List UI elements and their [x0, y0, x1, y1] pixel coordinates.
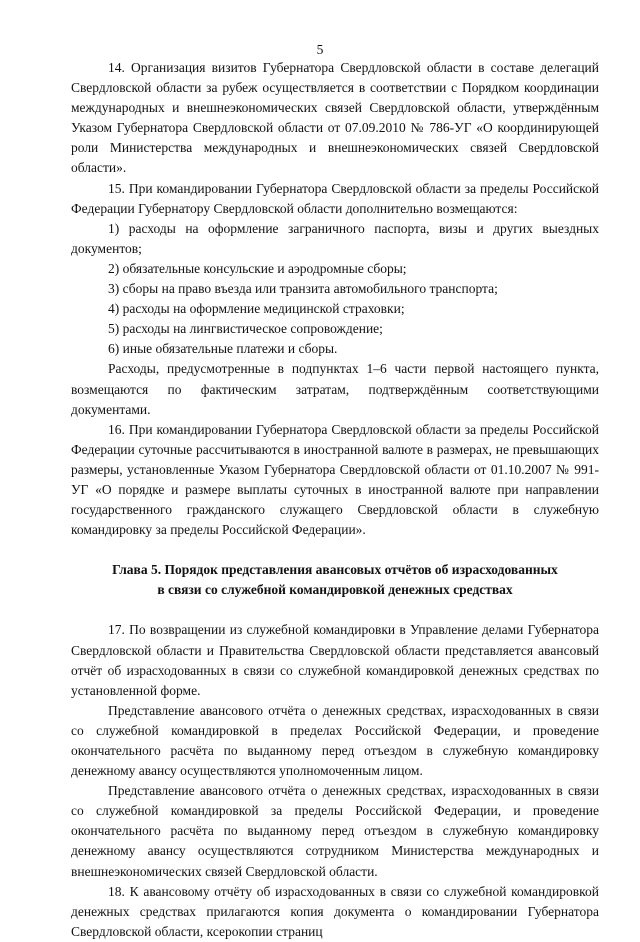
chapter-title-line2: в связи со служебной командировкой денежных средствах: [157, 582, 513, 598]
paragraph-advance-domestic: Представление авансового отчёта о денежных средствах, израсходованных в связи со служебной командировкой в пределах Российской Федерации, и проведение окончательного расчёта по выданному перед отъездом в служебную командировку денежному авансу осуществляются уполномоченным лицом.: [71, 702, 599, 779]
list-item: 1) расходы на оформление заграничного паспорта, визы и других выездных документов;: [71, 220, 599, 256]
paragraph-14: 14. Организация визитов Губернатора Свердловской области в составе делегаций Свердловской области за рубеж осуществляется в соответствии с Порядком координации международных и внешнеэкономических связей Свердловской области, утверждённым Указом Губернатора Свердловской области от 07.09.2010 № 786-УГ «О координирующей роли Министерства международных и внешнеэкономических связей Свердловской области».: [71, 60, 599, 176]
page-number: 5: [316, 42, 324, 57]
list-item: 6) иные обязательные платежи и сборы.: [108, 341, 338, 357]
chapter-title: [71, 560, 599, 600]
paragraph-15: 15. При командировании Губернатора Свердловской области за пределы Российской Федерации Губернатору Свердловской области дополнительно возмещаются:: [71, 180, 599, 216]
paragraph-16: 16. При командировании Губернатора Свердловской области за пределы Российской Федерации суточные рассчитываются в иностранной валюте в размерах, не превышающих размеры, установленные Указом Губернатора Свердловской области от 01.10.2007 № 991-УГ «О порядке и размере выплаты суточных в иностранной валюте при направлении государственного гражданского служащего Свердловской области в служебную командировку за пределы Российской Федерации».: [71, 421, 599, 538]
paragraph-17: 17. По возвращении из служебной командировки в Управление делами Губернатора Свердловской области и Правительства Свердловской области представляется авансовый отчёт об израсходованных в связи со служебной командировкой денежных средствах по установленной форме.: [71, 622, 599, 698]
list-item: 2) обязательные консульские и аэродромные сборы;: [108, 260, 407, 276]
list-item: 3) сборы на право въезда или транзита автомобильного транспорта;: [108, 281, 498, 297]
document-body: [71, 58, 599, 942]
paragraph-18: 18. К авансовому отчёту об израсходованных в связи со служебной командировкой денежных средствах прилагаются копия документа о командировании Губернатора Свердловской области, ксерокопии страниц: [71, 883, 599, 939]
list-item: 5) расходы на лингвистическое сопровождение;: [108, 321, 383, 337]
paragraph-expenses: Расходы, предусмотренные в подпунктах 1–6 части первой настоящего пункта, возмещаются по фактическим затратам, подтверждённым соответствующими документами.: [71, 361, 599, 417]
list-item: 4) расходы на оформление медицинской страховки;: [108, 301, 405, 317]
chapter-title-line1: Глава 5. Порядок представления авансовых отчётов об израсходованных: [112, 562, 558, 578]
paragraph-advance-foreign: Представление авансового отчёта о денежных средствах, израсходованных в связи со служебной командировкой за пределы Российской Федерации, и проведение окончательного расчёта по выданному перед отъездом в служебную командировку денежному авансу осуществляются сотрудником Министерства международных и внешнеэкономических связей Свердловской области.: [71, 783, 599, 879]
